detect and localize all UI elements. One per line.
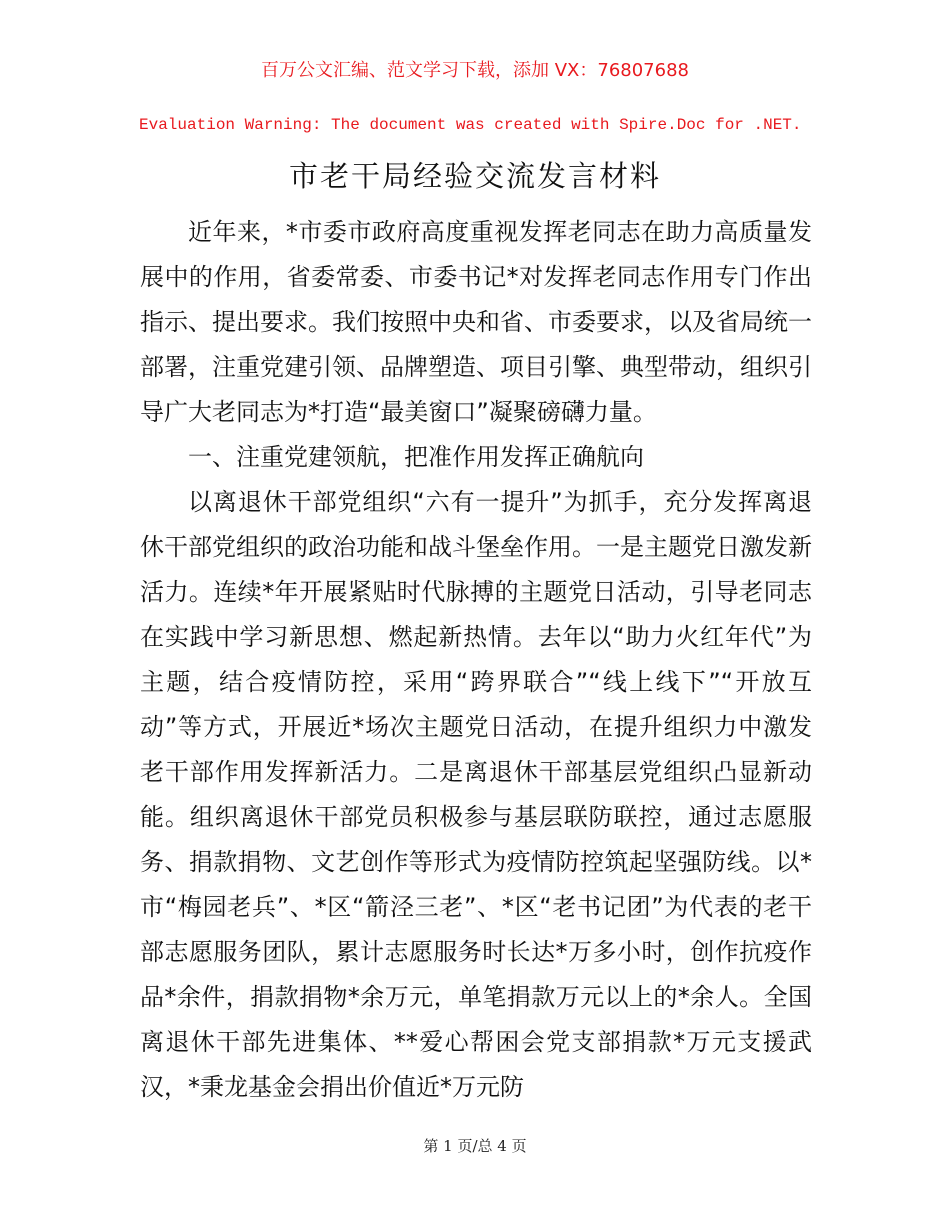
body-paragraph: 以离退休干部党组织“六有一提升”为抓手，充分发挥离退休干部党组织的政治功能和战斗堡垒作用。一是主题党日激发新活力。连续*年开展紧贴时代脉搏的主题党日活动，引导老同志在实践中学习新思想、燃起新热情。去年以“助力火红年代”为主题，结合疫情防控，采用“跨界联合”“线上线下”“开放互动”等方式，开展近*场次主题党日活动，在提升组织力中激发老干部作用发挥新活力。二是离退休干部基层党组织凸显新动能。组织离退休干部党员积极参与基层联防联控，通过志愿服务、捐款捐物、文艺创作等形式为疫情防控筑起坚强防线。以*市“梅园老兵”、*区“箭泾三老”、*区“老书记团”为代表的老干部志愿服务团队，累计志愿服务时长达*万多小时，创作抗疫作品*余件，捐款捐物*余万元，单笔捐款万元以上的*余人。全国离退休干部先进集体、**爱心帮困会党支部捐款*万元支援武汉，*秉龙基金会捐出价值近*万元防 [140,488,812,1101]
document-body [140,210,812,1110]
page-number-footer: 第 1 页/总 4 页 [423,1137,527,1155]
intro-paragraph: 近年来，*市委市政府高度重视发挥老同志在助力高质量发展中的作用，省委常委、市委书记*对发挥老同志作用专门作出指示、提出要求。我们按照中央和省、市委要求，以及省局统一部署，注重党建引领、品牌塑造、项目引擎、典型带动，组织引导广大老同志为*打造“最美窗口”凝聚磅礴力量。 [140,218,812,426]
section-heading: 一、注重党建领航，把准作用发挥正确航向 [188,443,644,471]
promo-banner-text: 百万公文汇编、范文学习下载，添加 VX：76807688 [261,60,689,81]
evaluation-warning: Evaluation Warning: The document was created with Spire.Doc for .NET. [139,116,802,134]
document-title: 市老干局经验交流发言材料 [288,159,661,193]
